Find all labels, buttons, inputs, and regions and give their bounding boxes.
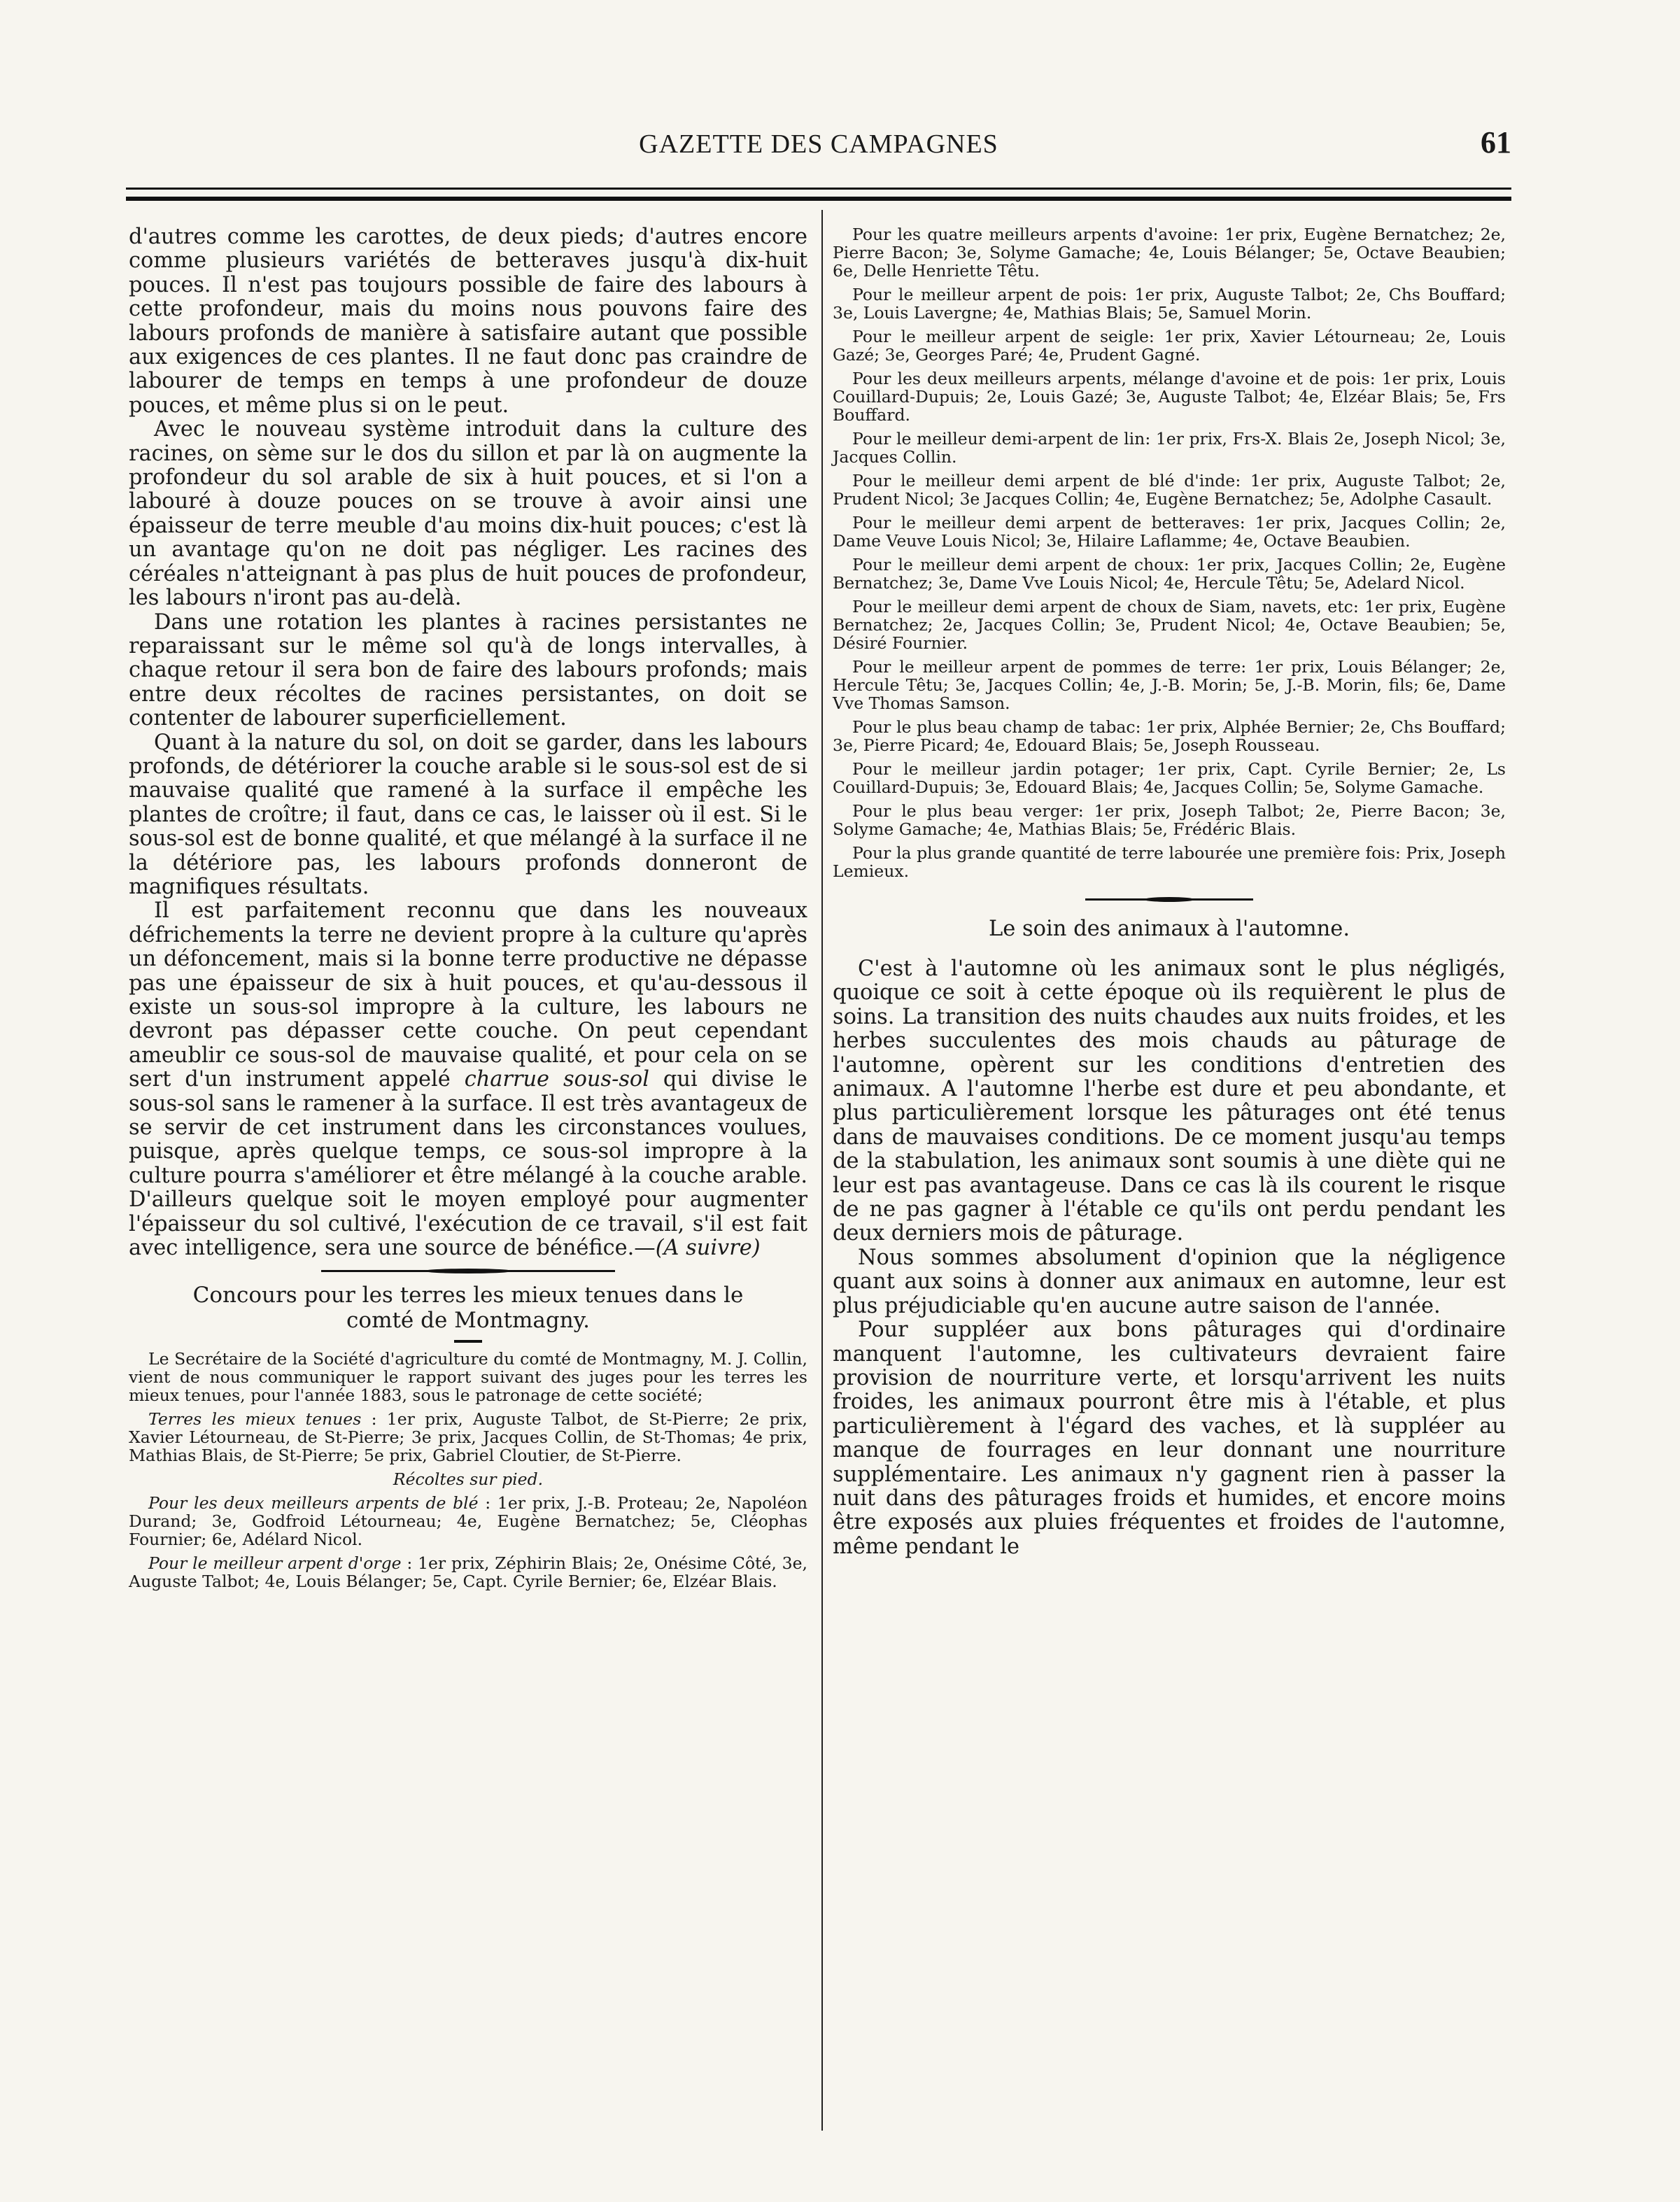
report-paragraph [129,1410,807,1465]
report-paragraph: Pour le plus beau champ de tabac: 1er prix, Alphée Bernier; 2e, Chs Bouffard; 3e, Pierre Picard; 4e, Edouard Blais; 5e, Joseph Rousseau. [833,717,1506,755]
section-divider [321,1267,615,1274]
article-paragraph: d'autres comme les carottes, de deux pieds; d'autres encore comme plusieurs variétés de betteraves jusqu'à dix-huit pouces. Il n'est pas toujours possible de faire des labours à cette profondeur, mais du moins nous pouvons faire des labours profonds de manière à satisfaire autant que possible aux exigences de ces plantes. Il ne faut donc pas craindre de labourer de temps en temps à une profondeur de douze pouces, et même plus si on le peut. [129,225,807,418]
report-paragraph: Pour le meilleur arpent de seigle: 1er prix, Xavier Létourneau; 2e, Louis Gazé; 3e, Georges Paré; 4e, Prudent Gagné. [833,327,1506,365]
report-paragraph: Pour le meilleur arpent de pois: 1er prix, Auguste Talbot; 2e, Chs Bouffard; 3e, Louis Lavergne; 4e, Mathias Blais; 5e, Samuel Morin. [833,285,1506,323]
page-number: 61 [1481,125,1511,160]
category-label: Terres les mieux tenues [148,1409,362,1430]
article-paragraph: Avec le nouveau système introduit dans la culture des racines, on sème sur le dos du sillon et par là on augmente la profondeur du sol arable de six à huit pouces, et si l'on a labouré à douze pouces on se trouve à avoir ainsi une épaisseur de terre meuble d'au moins dix-huit pouces; c'est là un avantage qu'on ne doit pas négliger. Les racines des céréales n'atteignant à pas plus de huit pouces de profondeur, les labours n'iront pas au-delà. [129,417,807,611]
paragraph-text: Il est parfaitement reconnu que dans les nouveaux défrichements la terre ne devient propre à la culture qu'après un défoncement, mais si la bonne terre productive ne dépasse pas une épaisseur de six à huit pouces, et qu'au-dessous il existe un sous-sol impropre à la culture, les labours ne devront pas dépasser cette couche. On peut cependant ameublir ce sous-sol de mauvaise qualité, et pour cela on se sert d'un instrument appelé [129,898,807,1092]
small-divider [454,1340,482,1343]
report-paragraph [129,1554,807,1590]
header-rule [126,188,1511,201]
emphasis-text: charrue sous-sol [464,1067,649,1092]
article-paragraph: Nous sommes absolument d'opinion que la négligence quant aux soins à donner aux animaux en automne, leur est plus préjudiciable qu'en aucune autre saison de l'année. [833,1245,1506,1318]
left-column [129,225,807,1596]
report-paragraph: Pour les quatre meilleurs arpents d'avoine: 1er prix, Eugène Bernatchez; 2e, Pierre Bacon; 3e, Solyme Gamache; 4e, Louis Bélanger; 5e, Octave Beaubien; 6e, Delle Henriette Têtu. [833,225,1506,281]
article-paragraph: Quant à la nature du sol, on doit se garder, dans les labours profonds, de détériorer la couche arable si le sous-sol est de si mauvaise qualité que ramené à la surface il empêche les plantes de croître; il faut, dans ce cas, le laisser où il est. Si le sous-sol est de bonne qualité, et que mélangé à la surface il ne la détériore pas, les labours profonds donneront de magnifiques résultats. [129,730,807,899]
continuation-note: (A suivre) [655,1236,761,1261]
subheading [129,1470,807,1488]
article-paragraph: Dans une rotation les plantes à racines persistantes ne reparaissant sur le même sol qu'à de longs intervalles, à chaque retour il sera bon de faire des labours profonds; mais entre deux récoltes de racines persistantes, on doit se contenter de labourer superficiellement. [129,609,807,731]
prize-list: : 1er prix, Auguste Talbot, de St-Pierre; 2e prix, Xavier Létourneau, de St-Pierre; 3e prix, Jacques Collin, de St-Thomas; 4e prix, Mathias Blais, de St-Pierre; 5e prix, Gabriel Cloutier, de St-Pierre. [129,1409,807,1466]
report-paragraph: Pour les deux meilleurs arpents, mélange d'avoine et de pois: 1er prix, Louis Couillard-Dupuis; 2e, Louis Gazé; 3e, Auguste Talbot; 4e, Elzéar Blais; 5e, Frs Bouffard. [833,369,1506,425]
report-paragraph: Pour le meilleur demi arpent de betteraves: 1er prix, Jacques Collin; 2e, Dame Veuve Louis Nicol; 3e, Hilaire Laflamme; 4e, Octave Beaubien. [833,513,1506,551]
heading-line: comté de Montmagny. [346,1308,590,1334]
page-header [126,125,1511,167]
prize-list: : 1er prix, J.-B. Proteau; 2e, Napoléon Durand; 3e, Godfroid Létourneau; 4e, Eugène Bernatchez; 5e, Cléophas Fournier; 6e, Adélard Nicol. [129,1493,808,1550]
prize-list: : 1er prix, Zéphirin Blais; 2e, Onésime Côté, 3e, Auguste Talbot; 4e, Louis Bélanger; 5e, Capt. Cyrile Bernier; 6e, Elzéar Blais. [129,1553,807,1592]
report-paragraph: Pour le plus beau verger: 1er prix, Joseph Talbot; 2e, Pierre Bacon; 3e, Solyme Gamache; 4e, Mathias Blais; 5e, Frédéric Blais. [833,801,1506,839]
report-paragraph: Pour la plus grande quantité de terre labourée une première fois: Prix, Joseph Lemieux. [833,843,1506,881]
subheading-text: Récoltes sur pied. [393,1469,544,1490]
report-paragraph: Pour le meilleur demi arpent de choux de Siam, navets, etc: 1er prix, Eugène Bernatchez; 2e, Jacques Collin; 3e, Prudent Nicol; 4e, Octave Beaubien; 5e, Désiré Fournier. [833,597,1506,653]
paragraph-text: qui divise le sous-sol sans le ramener à la surface. Il est très avantageux de se servir de cet instrument dans les circonstances voulues, puisque, après quelque temps, ce sous-sol impropre à la culture pourra s'améliorer et être mélangé à la couche arable. D'ailleurs quelque soit le moyen employé pour augmenter l'épaisseur du sol cultivé, l'exécution de ce travail, s'il est fait avec intelligence, sera une source de bénéfice.— [129,1067,807,1261]
report-paragraph: Pour le meilleur jardin potager; 1er prix, Capt. Cyrile Bernier; 2e, Ls Couillard-Dupuis; 3e, Edouard Blais; 4e, Jacques Collin; 5e, Solyme Gamache. [833,759,1506,797]
section-heading [129,1283,807,1333]
report-paragraph: Pour le meilleur demi arpent de blé d'inde: 1er prix, Auguste Talbot; 2e, Prudent Nicol; 3e Jacques Collin; 4e, Eugène Bernatchez; 5e, Adolphe Casault. [833,471,1506,509]
report-paragraph: Le Secrétaire de la Société d'agriculture du comté de Montmagny, M. J. Collin, vient de nous communiquer le rapport suivant des juges pour les terres les mieux tenues, pour l'année 1883, sous le patronage de cette société; [129,1349,807,1406]
column-divider [821,210,823,2131]
article-paragraph: C'est à l'automne où les animaux sont le plus négligés, quoique ce soit à cette époque où ils requièrent le plus de soins. La transition des nuits chaudes aux nuits froides, et les herbes succulentes des mois chauds au pâturage de l'automne, opèrent sur les conditions d'entretien des animaux. A l'automne l'herbe est dure et peu abondante, et plus particulièrement lorsque les pâturages ont été tenus dans de mauvaises conditions. De ce moment jusqu'au temps de la stabulation, les animaux sont soumis à une diète qui ne leur est pas avantageuse. Dans ce cas là ils courent le risque de ne pas gagner à l'étable ce qu'ils ont perdu pendant les deux derniers mois de pâturage. [833,957,1506,1246]
report-paragraph: Pour le meilleur arpent de pommes de terre: 1er prix, Louis Bélanger; 2e, Hercule Têtu; 3e, Jacques Collin; 4e, J.-B. Morin; 5e, J.-B. Morin, fils; 6e, Dame Vve Thomas Samson. [833,657,1506,713]
section-heading: Le soin des animaux à l'automne. [988,917,1350,941]
category-label: Pour le meilleur arpent d'orge [148,1553,402,1574]
report-paragraph [129,1494,807,1548]
section-divider [1085,896,1253,903]
article-paragraph: Pour suppléer aux bons pâturages qui d'ordinaire manquent l'automne, les cultivateurs devraient faire provision de nourriture verte, et lorsqu'arrivent les nuits froides, les animaux pourront être mis à l'étable, et plus particulièrement à l'égard des vaches, et là suppléer au manque de fourrages en leur donnant une nourriture supplémentaire. Les animaux n'y gagnent rien à passer la nuit dans des pâturages froids et humides, et encore moins être exposés aux pluies fréquentes et froides de l'automne, même pendant le [833,1318,1506,1559]
publication-title: GAZETTE DES CAMPAGNES [639,129,998,159]
article-paragraph [129,899,807,1260]
report-paragraph: Pour le meilleur demi-arpent de lin: 1er prix, Frs-X. Blais 2e, Joseph Nicol; 3e, Jacques Collin. [833,429,1506,467]
category-label: Pour les deux meilleurs arpents de blé [148,1493,479,1513]
heading-line: Concours pour les terres les mieux tenues dans le [192,1283,744,1308]
report-paragraph: Pour le meilleur demi arpent de choux: 1er prix, Jacques Collin; 2e, Eugène Bernatchez; 3e, Dame Vve Louis Nicol; 4e, Hercule Têtu; 5e, Adelard Nicol. [833,555,1506,593]
right-column [833,225,1506,1559]
